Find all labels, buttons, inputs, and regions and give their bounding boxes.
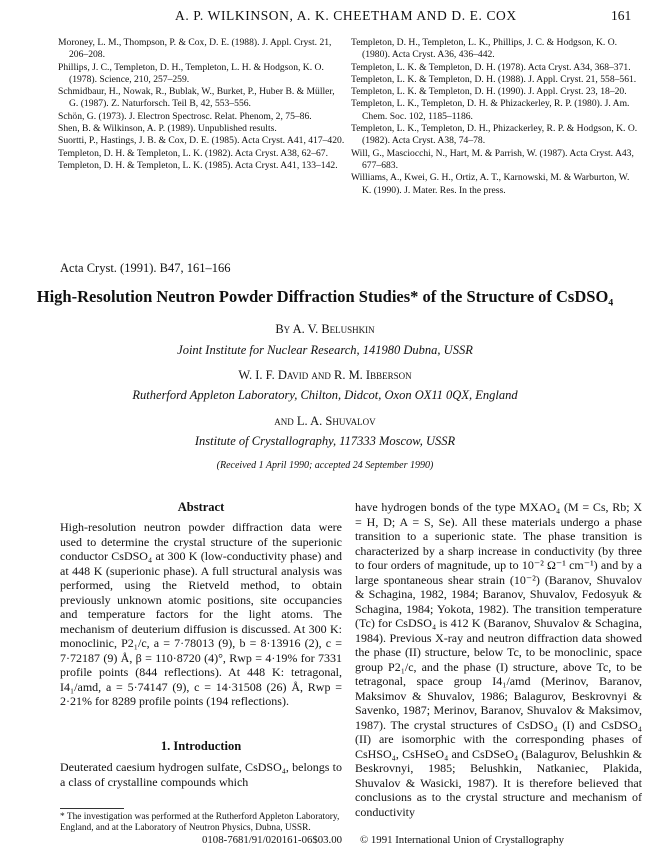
reference-item: Moroney, L. M., Thompson, P. & Cox, D. E. (1988). J. Appl. Cryst. 21, 206–208. <box>58 37 332 61</box>
reference-item: Templeton, L. K. & Templeton, D. H. (1990). J. Appl. Cryst. 23, 18–20. <box>351 86 627 98</box>
introduction-body-right: have hydrogen bonds of the type MXAO₄ (M = Cs, Rb; X = H, D; A = S, Se). All these materials undergo a phase transition to a superionic state. The phase transition is characterized by a sharp increase in conductivity (by three to four orders of magnitude, up to 10⁻² Ω⁻¹ cm⁻¹) and by a large spontaneous shear strain (10⁻²) (Baranov, Shuvalov & Schagina, 1982, 1984; Baranov, Shuvalov, Fedosyuk & Schagina, 1984; Yokota, 1982). The transition temperature (Tc) for CsDSO₄ is 412 K (Baranov, Shuvalov & Schagina, 1984). Previous X-ray and neutron diffraction data showed the phase (II) structure, below Tc, to be monoclinic, space group P2₁/c, and the phase (I) structure, above Tc, to be tetragonal, space group I4₁/amd (Merinov, Baranov, Maksimov & Shuvalov, 1986; Balagurov, Beskrovnyi & Savenko, 1987; Merinov, Baranov, Shuvalov & Maksimov, 1987). The crystal structures of CsDSO₄ (I) and CsDSO₄ (II) are isomorphic with the corresponding phases of CsHSO₄, CsHSeO₄ and CsDSeO₄ (Balagurov, Belushkin & Beskrovnyi, 1985; Belushkin, Natkaniec, Plakida, Shuvalov & Wasicki, 1987). It is therefore believed that conclusions as to the crystal structure and mechanism of conductivity <box>355 500 642 819</box>
reference-item: Templeton, L. K. & Templeton, D. H. (1978). Acta Cryst. A34, 368–371. <box>351 61 631 73</box>
reference-item: Templeton, D. H., Templeton, L. K., Phillips, J. C. & Hodgson, K. O. (1980). Acta Cryst. A36, 436–442. <box>351 37 618 61</box>
reference-item: Will, G., Masciocchi, N., Hart, M. & Parrish, W. (1987). Acta Cryst. A43, 677–683. <box>351 147 634 171</box>
references-left-column <box>58 37 345 172</box>
reference-item: Suortti, P., Hastings, J. B. & Cox, D. E. (1985). Acta Cryst. A41, 417–420. <box>58 135 345 147</box>
journal-citation: Acta Cryst. (1991). B47, 161–166 <box>60 261 231 275</box>
affiliation-moscow: Institute of Crystallography, 117333 Moscow, USSR <box>194 434 456 448</box>
reference-item: Templeton, L. K., Templeton, D. H. & Phizackerley, R. P. (1980). J. Am. Chem. Soc. 102, 1185–1186. <box>351 98 630 122</box>
byline-authors-2: W. I. F. David and R. M. Ibberson <box>238 368 412 382</box>
reference-item: Templeton, L. K. & Templeton, D. H. (1988). J. Appl. Cryst. 21, 558–561. <box>351 73 637 85</box>
byline-author: By A. V. Belushkin <box>275 322 375 336</box>
page-number: 161 <box>611 8 632 23</box>
issn-code: 0108-7681/91/020161-06$03.00 <box>202 834 343 846</box>
abstract-heading: Abstract <box>177 500 225 514</box>
reference-item: Templeton, L. K., Templeton, D. H., Phizackerley, R. P. & Hodgson, K. O. (1982). Acta Cryst. A38, 74–78. <box>351 123 638 147</box>
affiliation-rutherford: Rutherford Appleton Laboratory, Chilton, Didcot, Oxon OX11 0QX, England <box>132 388 518 402</box>
byline-authors-3: and L. A. Shuvalov <box>274 414 376 428</box>
introduction-heading: 1. Introduction <box>160 739 242 753</box>
reference-item: Phillips, J. C., Templeton, D. H., Templeton, L. H. & Hodgson, K. O. (1978). Science, 210, 257–259. <box>58 61 324 85</box>
reference-item: Schmidbaur, H., Nowak, R., Bublak, W., Burket, P., Huber B. & Müller, G. (1987). Z. Naturforsch. Teil B, 42, 553–556. <box>58 86 335 110</box>
introduction-body-left: Deuterated caesium hydrogen sulfate, CsDSO₄, belongs to a class of crystalline compounds which <box>60 760 342 789</box>
reference-item: Schön, G. (1973). J. Electron Spectrosc. Relat. Phenom, 2, 75–86. <box>58 110 312 122</box>
references-right-column <box>351 37 641 197</box>
received-dates: (Received 1 April 1990; accepted 24 September 1990) <box>216 460 434 471</box>
reference-item: Templeton, D. H. & Templeton, L. K. (1982). Acta Cryst. A38, 62–67. <box>58 147 329 159</box>
reference-item: Shen, B. & Wilkinson, A. P. (1989). Unpublished results. <box>58 123 277 135</box>
abstract-body: High-resolution neutron powder diffraction data were used to determine the crystal structure of the superionic conductor CsDSO₄ at 300 K (low-conductivity phase) and at 448 K (superionic phase). A full structural analysis was performed, using the Rietveld method, to obtain previously unknown atomic positions, site occupancies and temperature factors for the light atoms. The mechanism of deuterium diffusion is discussed. At 300 K: monoclinic, P2₁/c, a = 7·78013 (9), b = 8·13916 (2), c = 7·72187 (9) Å, β = 110·8720 (4)°, Rwp = 4·19% for 7331 profile points (844 reflections). At 448 K: tetragonal, I4₁/amd, a = 5·74147 (9), c = 14·31508 (26) Å, Rwp = 2·21% for 8289 profile points (194 reflections). <box>60 520 342 708</box>
footnote: * The investigation was performed at the Rutherford Appleton Laboratory, England, and at the Laboratory of Neutron Physics, Dubna, USSR. <box>60 812 340 834</box>
article-title: High-Resolution Neutron Powder Diffraction Studies* of the Structure of CsDSO₄ <box>36 287 614 306</box>
reference-item: Templeton, D. H. & Templeton, L. K. (1985). Acta Cryst. A41, 133–142. <box>58 159 338 171</box>
reference-item: Williams, A., Kwei, G. H., Ortiz, A. T., Karnowski, M. & Warburton, W. K. (1990). J. Mater. Res. In the press. <box>351 172 630 196</box>
affiliation-dubna: Joint Institute for Nuclear Research, 141980 Dubna, USSR <box>177 343 473 357</box>
running-header-authors: A. P. WILKINSON, A. K. CHEETHAM AND D. E. COX <box>175 8 517 23</box>
copyright: © 1991 International Union of Crystallography <box>360 834 565 846</box>
footnote-rule <box>60 808 124 809</box>
